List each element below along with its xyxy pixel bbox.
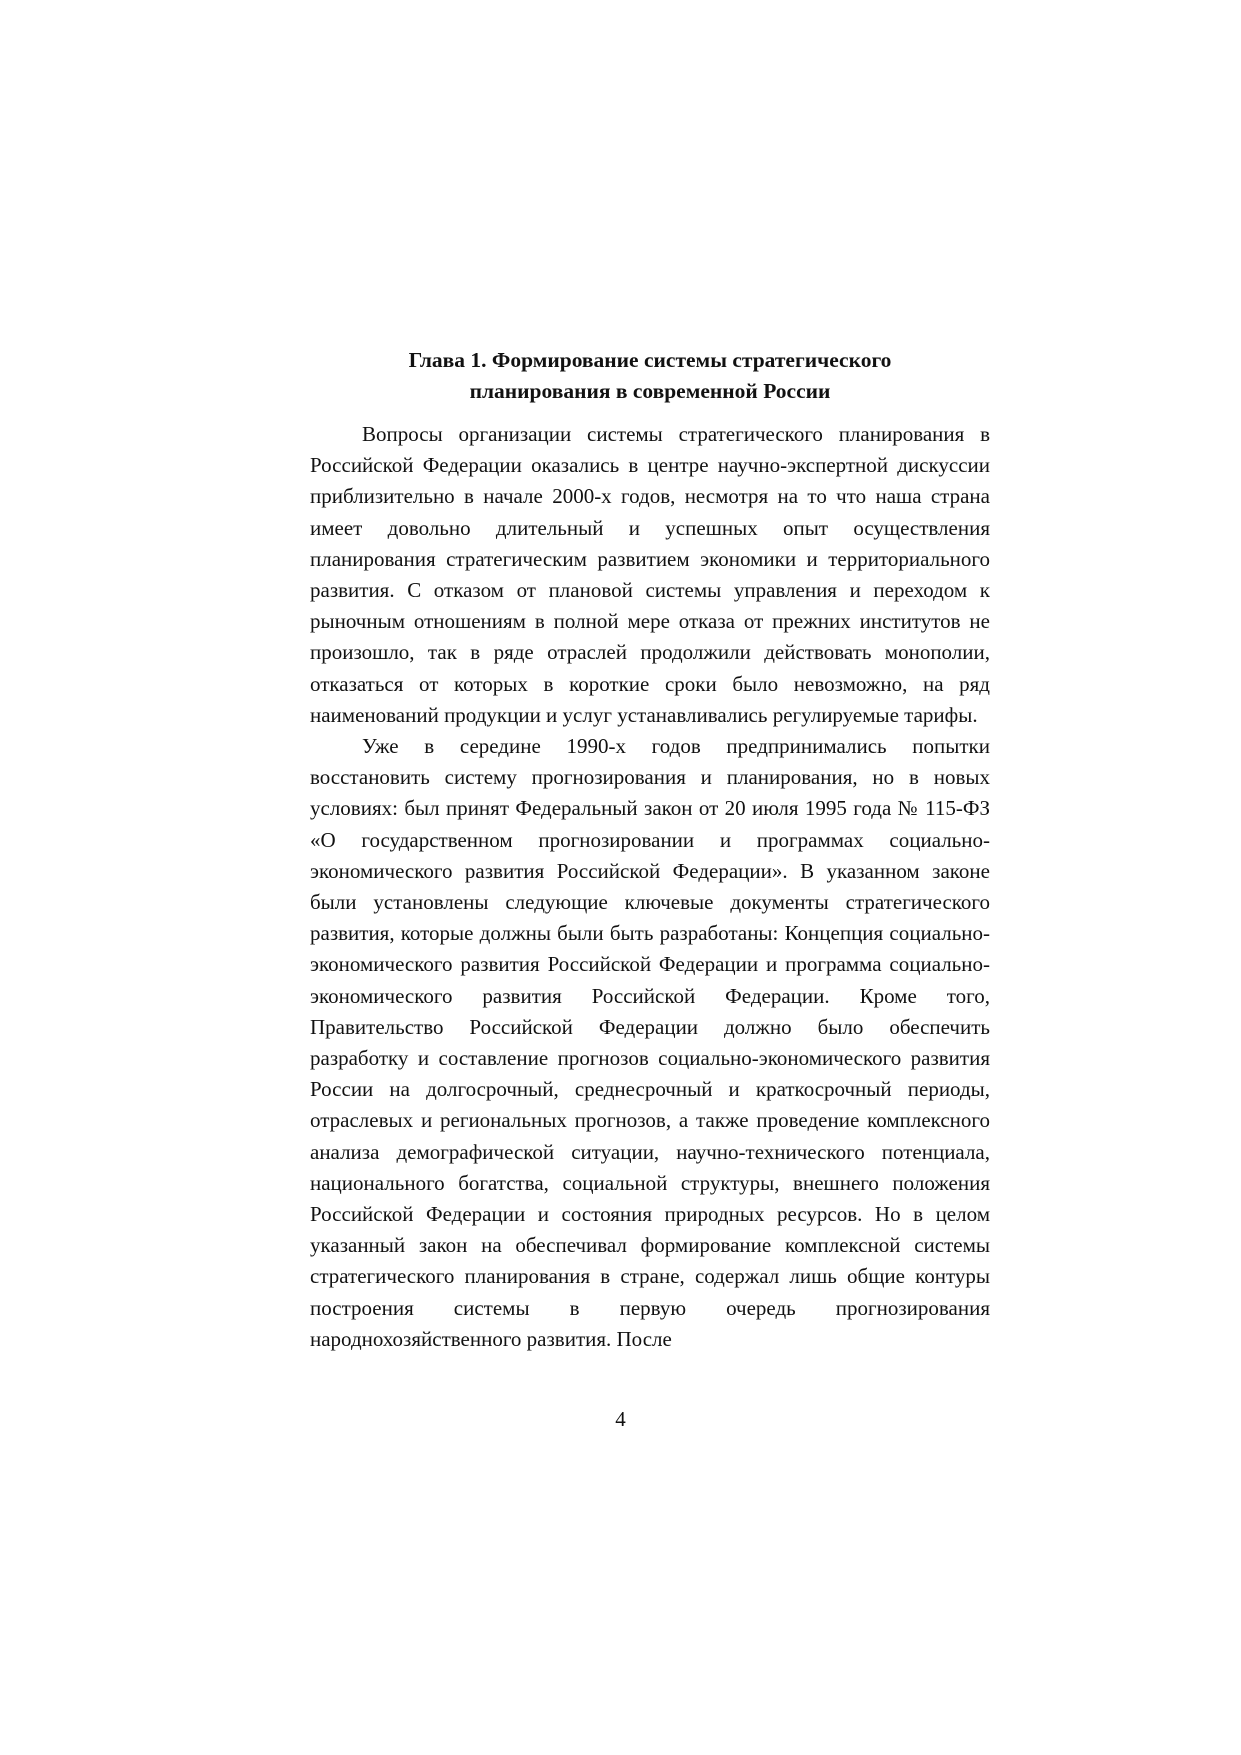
- paragraph-1: Вопросы организации системы стратегического планирования в Российской Федерации оказались в центре научно-экспертной дискуссии приблизительно в начале 2000-х годов, несмотря на то что наша страна имеет довольно длительный и успешных опыт осуществления планирования стратегическим развитием экономики и территориального развития. С отказом от плановой системы управления и переходом к рыночным отношениям в полной мере отказа от прежних институтов не произошло, так в ряде отраслей продолжили действовать монополии, отказаться от которых в короткие сроки было невозможно, на ряд наименований продукции и услуг устанавливались регулируемые тарифы.: [310, 422, 990, 727]
- page-number: 4: [615, 1407, 626, 1431]
- chapter-heading: [310, 345, 990, 407]
- chapter-heading-line-1: Глава 1. Формирование системы стратегического: [408, 348, 892, 372]
- paragraph-2: Уже в середине 1990-х годов предпринимались попытки восстановить систему прогнозирования и планирования, но в новых условиях: был принят Федеральный закон от 20 июля 1995 года № 115-ФЗ «О государственном прогнозировании и программах социально-экономического развития Российской Федерации». В указанном законе были установлены следующие ключевые документы стратегического развития, которые должны были быть разработаны: Концепция социально-экономического развития Российской Федерации и программа социально-экономического развития Российской Федерации. Кроме того, Правительство Российской Федерации должно было обеспечить разработку и составление прогнозов социально-экономического развития России на долгосрочный, среднесрочный и краткосрочный периоды, отраслевых и региональных прогнозов, а также проведение комплексного анализа демографической ситуации, научно-технического потенциала, национального богатства, социальной структуры, внешнего положения Российской Федерации и состояния природных ресурсов. Но в целом указанный закон на обеспечивал формирование комплексной системы стратегического планирования в стране, содержал лишь общие контуры построения системы в первую очередь прогнозирования народнохозяйственного развития. После: [310, 734, 990, 1351]
- body-text: [310, 419, 990, 1355]
- chapter-heading-line-2: планирования в современной России: [469, 379, 831, 403]
